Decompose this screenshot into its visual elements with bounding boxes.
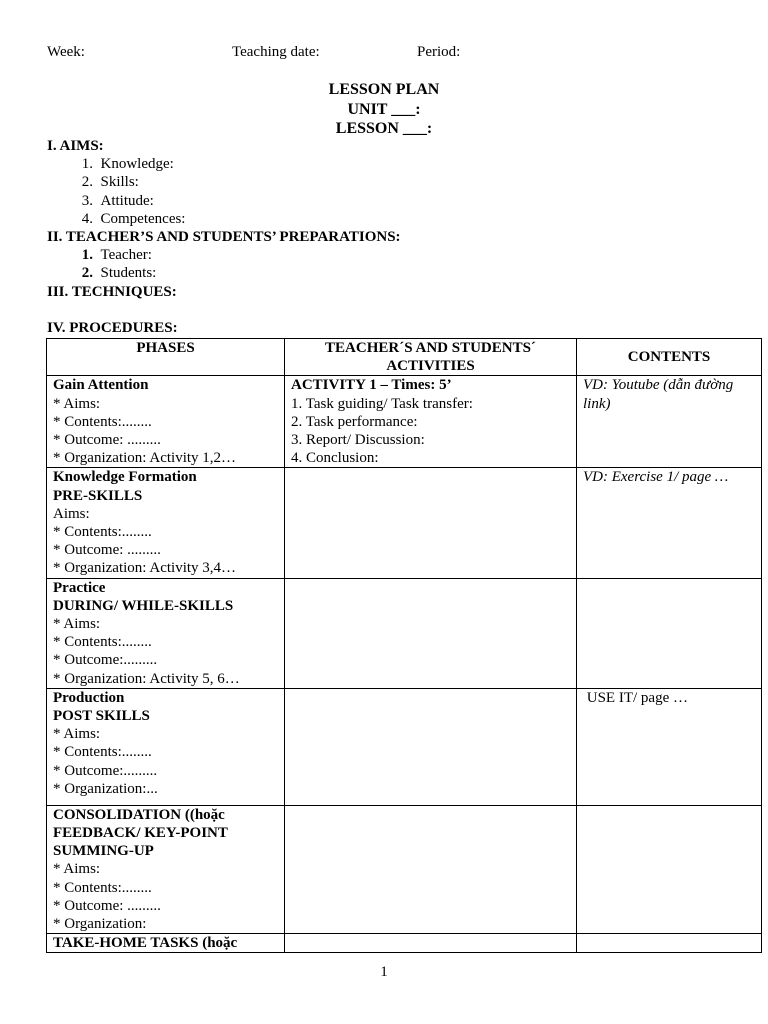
procedures-table [46, 338, 762, 953]
activity-cell [285, 688, 577, 805]
header-phases: PHASES [47, 339, 285, 376]
title-lesson-plan: LESSON PLAN [328, 81, 440, 98]
phase-title: TAKE-HOME TASKS (hoặc [53, 935, 238, 952]
phase-cell [47, 688, 285, 805]
phase-title: CONSOLIDATION ((hoặc FEEDBACK/ KEY-POINT SUMMING-UP [53, 806, 228, 860]
phase-line: * Aims: [53, 395, 101, 412]
title-block [0, 80, 768, 139]
phase-subtitle: DURING/ WHILE-SKILLS [53, 597, 234, 614]
table-row [47, 934, 762, 953]
phase-line: * Outcome:......... [53, 652, 158, 669]
phase-line: * Aims: [53, 861, 101, 878]
phase-line: * Organization:... [53, 780, 158, 797]
aims-item: 1. Knowledge: [81, 156, 174, 173]
table-row [47, 688, 762, 805]
section-preparations-heading: II. TEACHER’S AND STUDENTS’ PREPARATIONS: [47, 229, 401, 246]
table-row [47, 805, 762, 933]
phase-title: Production [53, 689, 125, 706]
aims-item: 4. Competences: [81, 210, 186, 227]
table-row [47, 468, 762, 578]
header-activities: TEACHER´S AND STUDENTS´ ACTIVITIES [285, 339, 577, 376]
preparations-item: 1. Teacher: [81, 247, 152, 264]
phase-line: * Aims: [53, 726, 101, 743]
activity-cell [285, 376, 577, 468]
table-header-row [47, 339, 762, 376]
contents-cell: VD: Exercise 1/ page … [577, 468, 762, 578]
activity-line: 1. Task guiding/ Task transfer: [291, 395, 473, 412]
table-row [47, 578, 762, 688]
phase-line: * Outcome: ......... [53, 542, 161, 559]
contents-cell: USE IT/ page … [577, 688, 762, 805]
phase-title: Gain Attention [53, 377, 149, 394]
activity-cell [285, 805, 577, 933]
contents-cell: VD: Youtube (dẫn đường link) [577, 376, 762, 468]
phase-line: * Organization: Activity 5, 6… [53, 670, 240, 687]
phase-line: * Outcome: ......... [53, 897, 161, 914]
phase-line: * Contents:........ [53, 413, 152, 430]
phase-line: * Organization: Activity 1,2… [53, 450, 237, 467]
teaching-date-label: Teaching date: [232, 44, 320, 60]
phase-line: * Aims: [53, 616, 101, 633]
phase-cell [47, 376, 285, 468]
phase-subtitle: POST SKILLS [53, 708, 150, 725]
header-row [47, 44, 727, 62]
section-aims-heading: I. AIMS: [47, 138, 104, 154]
activity-line: 2. Task performance: [291, 413, 418, 430]
week-label: Week: [47, 44, 85, 60]
phase-line: * Outcome: ......... [53, 432, 161, 449]
phase-cell [47, 578, 285, 688]
phase-subtitle: PRE-SKILLS [53, 487, 143, 504]
header-contents: CONTENTS [577, 339, 762, 376]
phase-cell [47, 934, 285, 953]
title-unit: UNIT ___: [347, 100, 421, 118]
section-techniques-heading: III. TECHNIQUES: [47, 283, 177, 300]
activity-cell [285, 468, 577, 578]
contents-cell [577, 805, 762, 933]
phase-line: * Contents:........ [53, 634, 152, 651]
period-label: Period: [417, 44, 461, 60]
activity-cell [285, 578, 577, 688]
contents-cell [577, 934, 762, 953]
phase-cell [47, 805, 285, 933]
phase-line: * Contents:........ [53, 879, 152, 896]
table-row [47, 376, 762, 468]
page-number: 1 [380, 964, 388, 980]
section-procedures-heading: IV. PROCEDURES: [47, 319, 178, 336]
activity-line: 3. Report/ Discussion: [291, 432, 425, 449]
aims-item: 3. Attitude: [81, 192, 154, 209]
preparations-item: 2. Students: [81, 265, 157, 282]
phase-line: * Contents:........ [53, 524, 152, 541]
activity-title: ACTIVITY 1 – Times: 5’ [291, 377, 452, 394]
phase-cell [47, 468, 285, 578]
contents-cell [577, 578, 762, 688]
document-body [47, 137, 747, 337]
phase-line: * Outcome:......... [53, 762, 158, 779]
aims-item: 2. Skills: [81, 174, 139, 191]
phase-line: * Contents:........ [53, 744, 152, 761]
phase-title: Practice [53, 579, 106, 596]
phase-title: Knowledge Formation [53, 469, 197, 486]
phase-line: * Organization: Activity 3,4… [53, 560, 237, 577]
phase-line: Aims: [53, 505, 90, 522]
activity-line: 4. Conclusion: [291, 450, 379, 467]
title-lesson: LESSON ___: [335, 120, 433, 137]
activity-cell [285, 934, 577, 953]
phase-line: * Organization: [53, 916, 147, 933]
